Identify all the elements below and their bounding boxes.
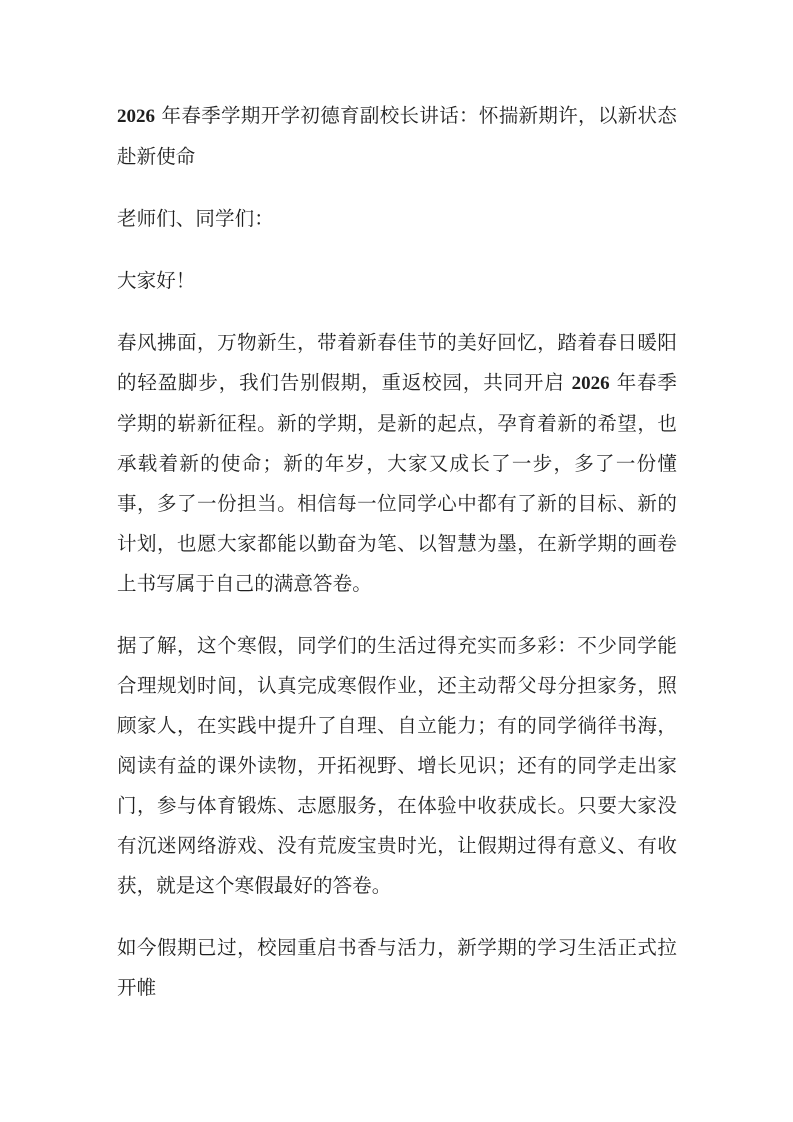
body-paragraph-2: 据了解，这个寒假，同学们的生活过得充实而多彩：不少同学能合理规划时间，认真完成寒假作业，还主动帮父母分担家务，照顾家人，在实践中提升了自理、自立能力；有的同学徜徉书海，阅读有益的课外读物，开拓视野、增长见识；还有的同学走出家门，参与体育锻炼、志愿服务，在体验中收获成长。只要大家没有沉迷网络游戏、没有荒废宝贵时光，让假期过得有意义、有收获，就是这个寒假最好的答卷。 [117,634,677,897]
greeting-paragraph: 大家好！ [117,269,196,292]
salutation-paragraph: 老师们、同学们： [117,207,274,230]
body-paragraph-1: 春风拂面，万物新生，带着新春佳节的美好回忆，踏着春日暖阳的轻盈脚步，我们告别假期，重返校园，共同开启 2026 年春季学期的崭新征程。新的学期，是新的起点，孕育着新的希望，也承载着新的使命；新的年岁，大家又成长了一步，多了一份懂事，多了一份担当。相信每一位同学心中都有了新的目标、新的计划，也愿大家都能以勤奋为笔、以智慧为墨，在新学期的画卷上书写属于自己的满意答卷。 [117,331,677,595]
document-title: 2026 年春季学期开学初德育副校长讲话：怀揣新期许，以新状态赴新使命 [117,104,677,168]
inline-number: 2026 [117,106,155,127]
body-paragraph-3: 如今假期已过，校园重启书香与活力，新学期的学习生活正式拉开帷 [117,936,677,999]
inline-number: 2026 [571,373,610,394]
document-text-column [117,96,677,1030]
